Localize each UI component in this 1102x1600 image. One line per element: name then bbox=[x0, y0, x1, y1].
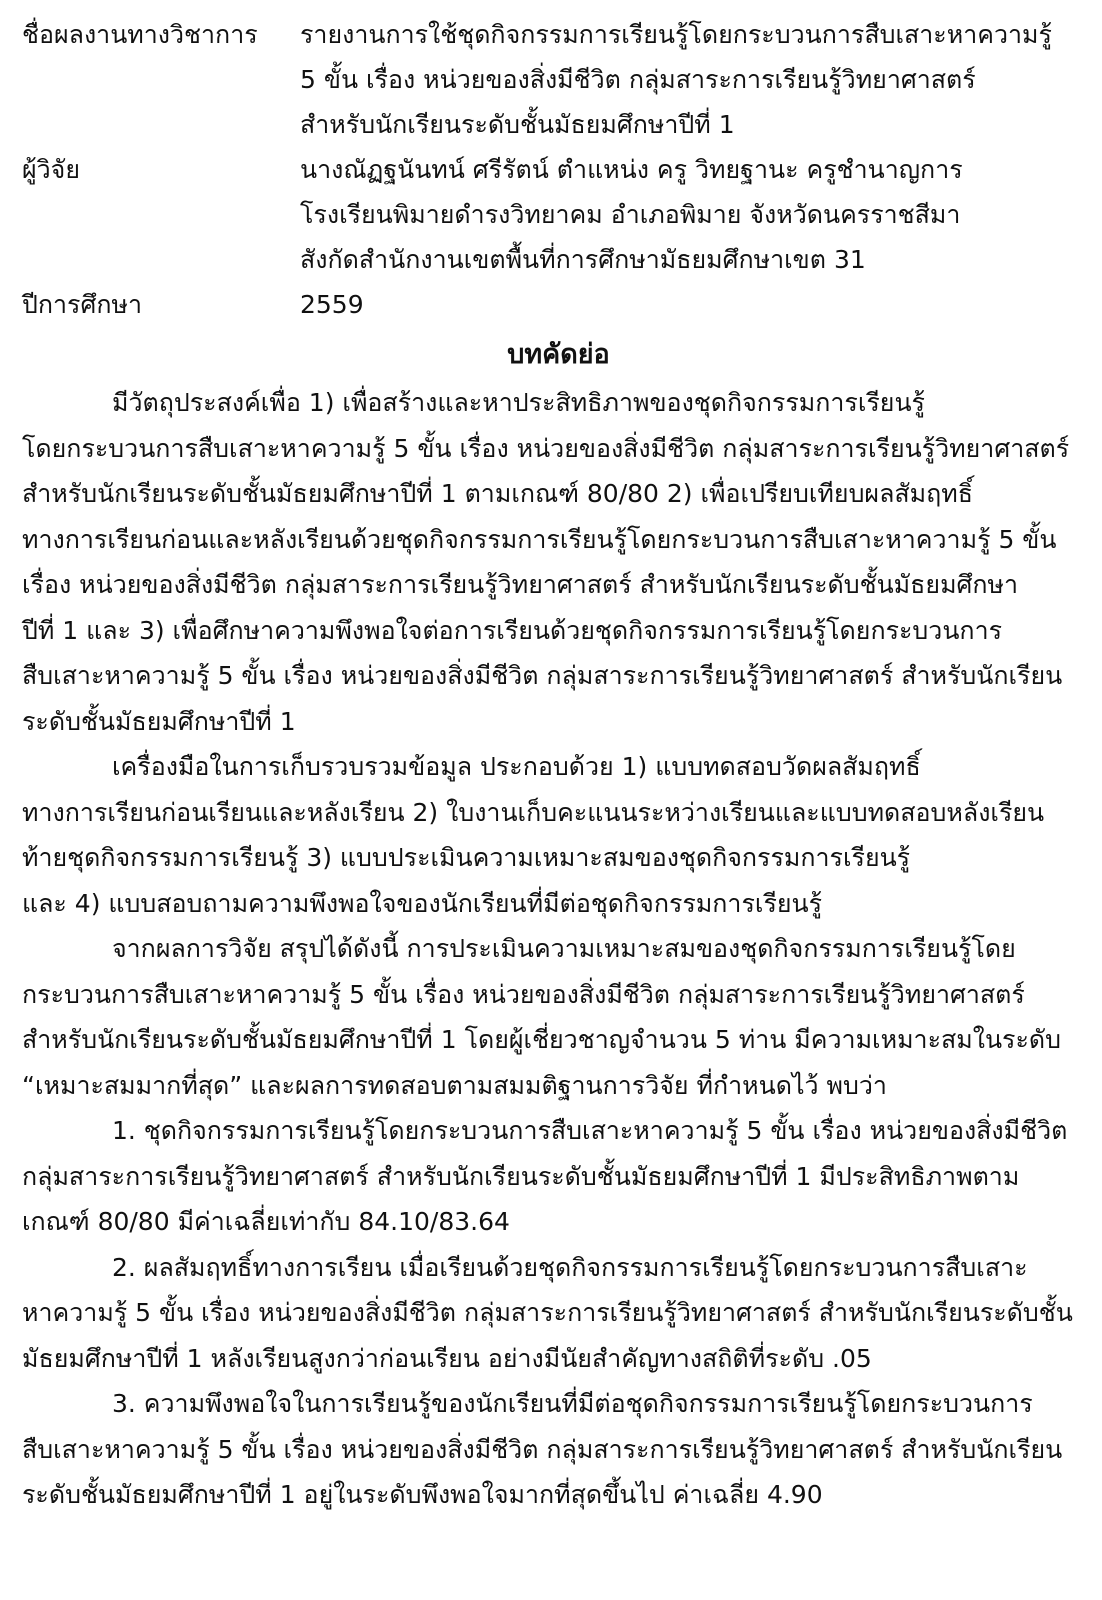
title-value bbox=[300, 12, 1080, 147]
paragraph-line: มีวัตถุประสงค์เพื่อ 1) เพื่อสร้างและหาประสิทธิภาพของชุดกิจกรรมการเรียนรู้ bbox=[112, 388, 925, 417]
paragraph-line: “เหมาะสมมากที่สุด” และผลการทดสอบตามสมมติฐานการวิจัย ที่กำหนดไว้ พบว่า bbox=[22, 1070, 887, 1100]
paragraph-line: เกณฑ์ 80/80 มีค่าเฉลี่ยเท่ากับ 84.10/83.64 bbox=[22, 1207, 510, 1236]
researcher-line: นางณัฏฐนันทน์ ศรีรัตน์ ตำแหน่ง ครู วิทยฐานะ ครูชำนาญการ bbox=[300, 155, 963, 184]
abstract-paragraph bbox=[22, 1108, 1080, 1245]
abstract-paragraph bbox=[22, 744, 1080, 926]
paragraph-line: สืบเสาะหาความรู้ 5 ขั้น เรื่อง หน่วยของสิ่งมีชีวิต กลุ่มสาระการเรียนรู้วิทยาศาสตร์ สำหรับนักเรียน bbox=[22, 1434, 1063, 1464]
paragraph-line: กลุ่มสาระการเรียนรู้วิทยาศาสตร์ สำหรับนักเรียนระดับชั้นมัธยมศึกษาปีที่ 1 มีประสิทธิภาพตาม bbox=[22, 1161, 1020, 1191]
researcher-row bbox=[22, 147, 1080, 282]
year-value: 2559 bbox=[300, 290, 364, 319]
abstract-heading: บทคัดย่อ bbox=[507, 339, 610, 370]
title-line: 5 ขั้น เรื่อง หน่วยของสิ่งมีชีวิต กลุ่มสาระการเรียนรู้วิทยาศาสตร์ bbox=[300, 65, 976, 94]
abstract-paragraph bbox=[22, 380, 1080, 744]
paragraph-line: สำหรับนักเรียนระดับชั้นมัธยมศึกษาปีที่ 1 โดยผู้เชี่ยวชาญจำนวน 5 ท่าน มีความเหมาะสมในระดับ bbox=[22, 1025, 1062, 1054]
paragraph-line: เครื่องมือในการเก็บรวบรวมข้อมูล ประกอบด้วย 1) แบบทดสอบวัดผลสัมฤทธิ์ bbox=[112, 752, 921, 781]
year-row bbox=[22, 282, 1080, 327]
researcher-line: สังกัดสำนักงานเขตพื้นที่การศึกษามัธยมศึกษาเขต 31 bbox=[300, 245, 866, 274]
paragraph-line: ทางการเรียนก่อนและหลังเรียนด้วยชุดกิจกรรมการเรียนรู้โดยกระบวนการสืบเสาะหาความรู้ 5 ขั้น bbox=[22, 524, 1057, 554]
paragraph-line: หาความรู้ 5 ขั้น เรื่อง หน่วยของสิ่งมีชีวิต กลุ่มสาระการเรียนรู้วิทยาศาสตร์ สำหรับนักเรียนระดับชั้น bbox=[22, 1298, 1073, 1327]
researcher-line: โรงเรียนพิมายดำรงวิทยาคม อำเภอพิมาย จังหวัดนครราชสีมา bbox=[300, 200, 961, 229]
paragraph-line: ปีที่ 1 และ 3) เพื่อศึกษาความพึงพอใจต่อการเรียนด้วยชุดกิจกรรมการเรียนรู้โดยกระบวนการ bbox=[22, 615, 1003, 645]
researcher-label: ผู้วิจัย bbox=[22, 155, 80, 184]
paragraph-line: โดยกระบวนการสืบเสาะหาความรู้ 5 ขั้น เรื่อง หน่วยของสิ่งมีชีวิต กลุ่มสาระการเรียนรู้วิทยาศาสตร์ bbox=[22, 433, 1070, 463]
paragraph-line: สืบเสาะหาความรู้ 5 ขั้น เรื่อง หน่วยของสิ่งมีชีวิต กลุ่มสาระการเรียนรู้วิทยาศาสตร์ สำหรับนักเรียน bbox=[22, 661, 1063, 690]
paragraph-line: กระบวนการสืบเสาะหาความรู้ 5 ขั้น เรื่อง หน่วยของสิ่งมีชีวิต กลุ่มสาระการเรียนรู้วิทยาศาสตร์ bbox=[22, 979, 1025, 1009]
paragraph-line: ทางการเรียนก่อนเรียนและหลังเรียน 2) ใบงานเก็บคะแนนระหว่างเรียนและแบบทดสอบหลังเรียน bbox=[22, 797, 1045, 827]
paragraph-line: มัธยมศึกษาปีที่ 1 หลังเรียนสูงกว่าก่อนเรียน อย่างมีนัยสำคัญทางสถิติที่ระดับ .05 bbox=[22, 1343, 872, 1373]
paragraph-line: ระดับชั้นมัธยมศึกษาปีที่ 1 bbox=[22, 706, 296, 736]
abstract-paragraph bbox=[22, 1245, 1080, 1382]
paragraph-line: ระดับชั้นมัธยมศึกษาปีที่ 1 อยู่ในระดับพึงพอใจมากที่สุดขึ้นไป ค่าเฉลี่ย 4.90 bbox=[22, 1480, 823, 1509]
paragraph-line: จากผลการวิจัย สรุปได้ดังนี้ การประเมินความเหมาะสมของชุดกิจกรรมการเรียนรู้โดย bbox=[112, 934, 1016, 963]
paragraph-line: สำหรับนักเรียนระดับชั้นมัธยมศึกษาปีที่ 1 ตามเกณฑ์ 80/80 2) เพื่อเปรียบเทียบผลสัมฤทธิ์ bbox=[22, 479, 974, 508]
title-row bbox=[22, 12, 1080, 147]
title-line: สำหรับนักเรียนระดับชั้นมัธยมศึกษาปีที่ 1 bbox=[300, 110, 735, 139]
paragraph-line: 3. ความพึงพอใจในการเรียนรู้ของนักเรียนที่มีต่อชุดกิจกรรมการเรียนรู้โดยกระบวนการ bbox=[112, 1389, 1033, 1418]
title-line: รายงานการใช้ชุดกิจกรรมการเรียนรู้โดยกระบวนการสืบเสาะหาความรู้ bbox=[300, 20, 1052, 49]
paragraph-line: ท้ายชุดกิจกรรมการเรียนรู้ 3) แบบประเมินความเหมาะสมของชุดกิจกรรมการเรียนรู้ bbox=[22, 843, 911, 872]
year-value-wrap bbox=[300, 282, 1080, 327]
abstract-paragraph bbox=[22, 926, 1080, 1108]
title-label: ชื่อผลงานทางวิชาการ bbox=[22, 20, 258, 49]
paragraph-line: 1. ชุดกิจกรรมการเรียนรู้โดยกระบวนการสืบเสาะหาความรู้ 5 ขั้น เรื่อง หน่วยของสิ่งมีชีวิต bbox=[112, 1116, 1068, 1145]
year-label: ปีการศึกษา bbox=[22, 290, 142, 319]
paragraph-line: และ 4) แบบสอบถามความพึงพอใจของนักเรียนที่มีต่อชุดกิจกรรมการเรียนรู้ bbox=[22, 888, 823, 918]
researcher-value bbox=[300, 147, 1080, 282]
paragraph-line: 2. ผลสัมฤทธิ์ทางการเรียน เมื่อเรียนด้วยชุดกิจกรรมการเรียนรู้โดยกระบวนการสืบเสาะ bbox=[112, 1252, 1028, 1282]
abstract-body bbox=[22, 380, 1080, 1518]
paragraph-line: เรื่อง หน่วยของสิ่งมีชีวิต กลุ่มสาระการเรียนรู้วิทยาศาสตร์ สำหรับนักเรียนระดับชั้นมัธยมศึกษา bbox=[22, 570, 1019, 599]
abstract-paragraph bbox=[22, 1381, 1080, 1518]
